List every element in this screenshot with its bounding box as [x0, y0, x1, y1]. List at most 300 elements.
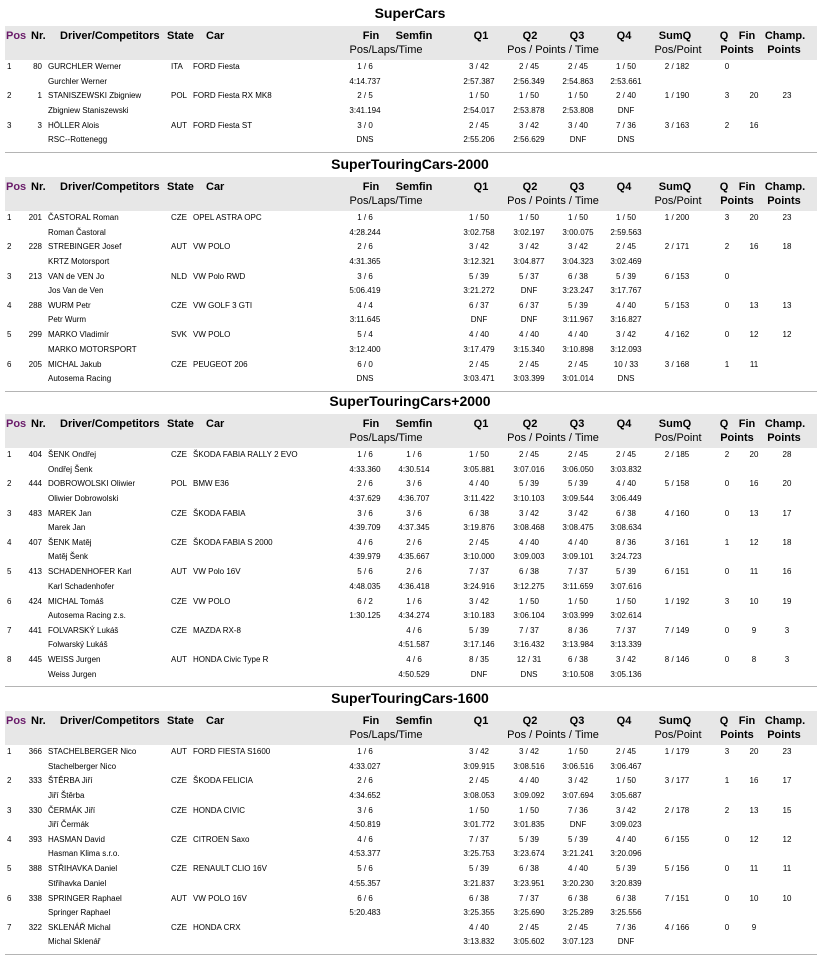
header-q: Q	[719, 418, 729, 430]
champ-points: 23	[782, 91, 792, 101]
row-pos: 7	[7, 625, 12, 635]
q1-result: 4 / 40	[468, 922, 490, 932]
row-car: HONDA CRX	[193, 922, 241, 932]
q-points: 2	[724, 120, 730, 130]
q-points: 3	[724, 91, 730, 101]
row-pos: 4	[7, 300, 12, 310]
competitor-name: Karl Schadenhofer	[48, 581, 115, 591]
q1-time: 2:55.206	[463, 135, 495, 145]
fin-points: 12	[749, 834, 759, 844]
q1-time: 3:01.772	[463, 820, 495, 830]
q2-time: 3:05.602	[513, 937, 545, 947]
fin-time: 4:48.035	[349, 581, 381, 591]
sumq-result: 1 / 179	[664, 747, 690, 756]
row-car: PEUGEOT 206	[193, 359, 248, 369]
section-title: SuperTouringCars+2000	[329, 393, 491, 409]
q1-result: 3 / 42	[468, 62, 490, 71]
header-pos: Pos	[6, 715, 27, 727]
q3-time: 3:03.999	[562, 611, 594, 620]
header-nr: Nr.	[31, 30, 46, 42]
q-points: 0	[724, 62, 730, 71]
header-fin: Fin	[362, 181, 380, 193]
row-state: AUT	[171, 120, 187, 130]
row-car: ŠKODA FELICIA	[193, 776, 254, 786]
q1-result: 6 / 38	[468, 508, 490, 518]
section-divider	[5, 152, 817, 153]
sumq-result: 4 / 162	[664, 330, 690, 340]
driver-name: MICHAL Tomáš	[48, 596, 104, 606]
q1-result: 4 / 40	[468, 330, 490, 340]
header-q2: Q2	[522, 715, 538, 727]
q3-result: 5 / 39	[567, 834, 589, 844]
q1-result: 7 / 37	[468, 834, 490, 844]
sumq-result: 1 / 200	[664, 213, 690, 222]
q1-result: 6 / 38	[468, 893, 490, 903]
row-pos: 1	[7, 747, 12, 756]
q1-result: 4 / 40	[468, 479, 490, 489]
q4-result: 1 / 50	[615, 776, 637, 786]
competitor-name: Stachelberger Nico	[48, 761, 117, 771]
champ-points: 10	[782, 893, 792, 903]
fin-points: 16	[749, 120, 759, 130]
q1-time: 3:24.916	[463, 581, 495, 591]
champ-points: 17	[782, 776, 792, 786]
q4-time: 2:59.563	[610, 227, 642, 237]
fin-time: DNS	[356, 374, 374, 383]
row-state: CZE	[171, 213, 187, 222]
semfin-time: 4:50.529	[398, 669, 430, 679]
header-q4: Q4	[616, 30, 632, 42]
row-state: CZE	[171, 359, 187, 369]
header-semfin: Semfin	[395, 30, 433, 42]
row-state: ITA	[171, 62, 183, 71]
competitor-name: KRTZ Motorsport	[48, 256, 110, 266]
champ-points: 19	[782, 596, 792, 606]
q4-result: 2 / 45	[615, 450, 637, 459]
row-pos: 4	[7, 834, 12, 844]
row-car: HONDA Civic Type R	[193, 655, 269, 665]
fin-result: 1 / 6	[357, 450, 373, 459]
q3-result: 5 / 39	[567, 300, 589, 310]
q1-time: 3:11.422	[463, 493, 495, 503]
q3-result: 6 / 38	[567, 271, 589, 281]
header-state: State	[167, 418, 194, 430]
q4-time: 3:13.339	[610, 640, 642, 650]
header-sumq: SumQ	[658, 418, 692, 430]
champ-points: 16	[782, 567, 792, 577]
sumq-result: 3 / 161	[664, 537, 690, 547]
q3-time: 3:10.898	[562, 344, 594, 354]
row-pos: 1	[7, 450, 12, 459]
q4-result: 1 / 50	[615, 62, 637, 71]
fin-time: 3:12.400	[349, 344, 381, 354]
q2-time: 3:16.432	[513, 640, 545, 650]
row-number: 444	[28, 479, 42, 489]
competitor-name: Petr Wurm	[48, 315, 87, 325]
q1-time: 3:10.000	[463, 552, 495, 562]
row-car: BMW E36	[193, 479, 230, 489]
header-car: Car	[206, 181, 225, 193]
semfin-time: 4:34.274	[398, 611, 430, 620]
q1-result: 5 / 39	[468, 625, 490, 635]
competitor-name: Springer Raphael	[48, 908, 111, 917]
q2-time: 3:03.399	[513, 374, 545, 383]
header-semfin: Semfin	[395, 418, 433, 430]
semfin-time: 4:35.667	[398, 552, 430, 562]
q2-result: 5 / 37	[518, 271, 540, 281]
header-champ-points: Points	[767, 432, 801, 444]
fin-time: 4:28.244	[349, 227, 381, 237]
driver-name: MARKO Vladimír	[48, 330, 109, 340]
q2-result: 3 / 42	[518, 242, 540, 252]
q3-time: 3:06.516	[562, 761, 594, 771]
q4-time: DNF	[617, 937, 635, 947]
row-pos: 8	[7, 655, 12, 665]
competitor-name: Jos Van de Ven	[48, 286, 104, 296]
competitor-name: Oliwier Dobrowolski	[48, 493, 119, 503]
fin-time: 5:20.483	[349, 908, 381, 917]
header-sumq: SumQ	[658, 181, 692, 193]
sumq-result: 5 / 153	[664, 300, 690, 310]
header-q-points: Points	[720, 44, 754, 56]
competitor-name: RSC--Rottenegg	[48, 135, 108, 145]
header-pos-points-time: Pos / Points / Time	[507, 44, 599, 56]
header-q1: Q1	[473, 181, 489, 193]
fin-points: 20	[749, 213, 759, 222]
row-pos: 5	[7, 567, 12, 577]
row-state: CZE	[171, 537, 187, 547]
fin-time: 4:33.360	[349, 464, 381, 474]
header-pos-laps-time: Pos/Laps/Time	[349, 195, 423, 207]
champ-points: 13	[782, 300, 792, 310]
fin-time: 4:37.629	[349, 493, 381, 503]
competitor-name: Jiří Čermák	[48, 820, 89, 830]
header-car: Car	[206, 715, 225, 727]
sumq-result: 3 / 163	[664, 120, 690, 130]
q2-result: 6 / 38	[518, 864, 540, 874]
row-number: 201	[28, 213, 42, 222]
q4-result: 3 / 42	[615, 330, 637, 340]
q2-result: 7 / 37	[518, 893, 540, 903]
driver-name: ŠENK Matěj	[48, 537, 92, 547]
sumq-result: 2 / 178	[664, 805, 690, 815]
header-q: Q	[719, 715, 729, 727]
sumq-result: 6 / 153	[664, 271, 690, 281]
header-driver: Driver/Competitors	[60, 30, 160, 42]
q1-time: DNF	[470, 669, 488, 679]
section-divider	[5, 686, 817, 687]
sumq-result: 7 / 149	[664, 625, 690, 635]
results-section	[0, 689, 820, 956]
fin-points: 12	[749, 537, 759, 547]
header-car: Car	[206, 418, 225, 430]
q3-time: 3:20.230	[562, 878, 594, 888]
q-points: 0	[724, 330, 730, 340]
q4-result: 2 / 40	[615, 91, 637, 101]
driver-name: HÖLLER Alois	[48, 120, 100, 130]
header-car: Car	[206, 30, 225, 42]
row-number: 404	[28, 450, 42, 459]
q1-result: 3 / 42	[468, 242, 490, 252]
fin-result: 2 / 6	[357, 479, 373, 489]
q-points: 0	[724, 834, 730, 844]
row-pos: 3	[7, 271, 12, 281]
q4-time: 3:02.614	[610, 611, 642, 620]
row-car: VW POLO	[193, 330, 231, 340]
header-driver: Driver/Competitors	[60, 181, 160, 193]
fin-points: 12	[749, 330, 759, 340]
header-q4: Q4	[616, 181, 632, 193]
header-pos-point: Pos/Point	[654, 729, 702, 741]
row-car: ŠKODA FABIA	[193, 508, 246, 518]
row-number: 213	[28, 271, 42, 281]
q2-time: 3:06.104	[513, 611, 545, 620]
champ-points: 23	[782, 747, 792, 756]
q4-time: 3:08.634	[610, 523, 642, 533]
q4-time: 3:12.093	[610, 344, 642, 354]
header-pos-point: Pos/Point	[654, 195, 702, 207]
q2-time: 3:23.674	[513, 849, 545, 859]
q3-result: 3 / 40	[567, 120, 589, 130]
q4-time: 3:20.096	[610, 849, 642, 859]
driver-name: STACHELBERGER Nico	[48, 747, 137, 756]
header-q-points: Points	[720, 729, 754, 741]
q1-time: 3:08.053	[463, 790, 495, 800]
row-state: CZE	[171, 300, 187, 310]
q1-result: 2 / 45	[468, 359, 490, 369]
q3-result: 4 / 40	[567, 537, 589, 547]
q2-result: 1 / 50	[518, 91, 540, 101]
driver-name: ŠTĚRBA Jiří	[48, 776, 93, 786]
header-q3: Q3	[569, 418, 585, 430]
q4-time: 3:02.469	[610, 256, 642, 266]
row-state: CZE	[171, 450, 187, 459]
header-pos: Pos	[6, 418, 27, 430]
q3-result: 6 / 38	[567, 893, 589, 903]
q1-result: 2 / 45	[468, 776, 490, 786]
q4-result: 6 / 38	[615, 508, 637, 518]
fin-points: 20	[749, 91, 759, 101]
q3-time: DNF	[569, 135, 587, 145]
fin-time: 4:50.819	[349, 820, 381, 830]
competitor-name: Matěj Šenk	[48, 552, 89, 562]
q4-time: 3:05.687	[610, 790, 642, 800]
q2-time: 3:07.016	[513, 464, 545, 474]
q2-result: 2 / 45	[518, 62, 540, 71]
q1-time: 3:21.272	[463, 286, 495, 296]
competitor-name: Marek Jan	[48, 523, 86, 533]
q2-time: 3:02.197	[513, 227, 545, 237]
header-champ-points: Points	[767, 729, 801, 741]
competitor-name: Hasman Klima s.r.o.	[48, 849, 120, 859]
q3-time: DNF	[569, 820, 587, 830]
q3-time: 3:11.659	[562, 581, 594, 591]
header-q4: Q4	[616, 715, 632, 727]
row-number: 424	[28, 596, 42, 606]
driver-name: GURCHLER Werner	[48, 62, 122, 71]
q-points: 0	[724, 508, 730, 518]
row-car: FORD Fiesta ST	[193, 120, 253, 130]
sumq-result: 2 / 171	[664, 242, 690, 252]
header-champ: Champ.	[764, 181, 806, 193]
fin-result: 2 / 6	[357, 776, 373, 786]
results-section	[0, 155, 820, 393]
fin-result: 2 / 6	[357, 242, 373, 252]
header-fin-points: Fin	[738, 181, 756, 193]
q2-result: 4 / 40	[518, 776, 540, 786]
row-car: RENAULT CLIO 16V	[193, 864, 267, 874]
q1-time: 3:02.758	[463, 227, 495, 237]
q3-time: 3:06.050	[562, 464, 594, 474]
semfin-result: 4 / 6	[406, 625, 422, 635]
semfin-result: 2 / 6	[406, 537, 422, 547]
q3-time: 3:07.123	[562, 937, 594, 947]
champ-points: 15	[782, 805, 792, 815]
q4-time: 3:06.449	[610, 493, 642, 503]
section-title: SuperCars	[374, 5, 446, 21]
header-champ: Champ.	[764, 30, 806, 42]
row-pos: 3	[7, 508, 12, 518]
champ-points: 28	[782, 450, 792, 459]
q1-result: 8 / 35	[468, 655, 490, 665]
row-number: 441	[28, 625, 42, 635]
q-points: 0	[724, 864, 730, 874]
fin-time: 4:34.652	[349, 790, 381, 800]
fin-result: 3 / 6	[357, 271, 373, 281]
driver-name: VAN de VEN Jo	[48, 271, 105, 281]
header-q1: Q1	[473, 30, 489, 42]
q4-result: 10 / 33	[613, 359, 639, 369]
competitor-name: Zbigniew Staniszewski	[48, 105, 129, 115]
section-title: SuperTouringCars-1600	[331, 690, 489, 706]
q2-time: DNS	[520, 669, 538, 679]
header-q: Q	[719, 181, 729, 193]
header-pos-points-time: Pos / Points / Time	[507, 195, 599, 207]
semfin-result: 4 / 6	[406, 655, 422, 665]
q3-time: 3:10.508	[562, 669, 594, 679]
competitor-name: Michal Sklenář	[48, 937, 101, 947]
semfin-time: 4:30.514	[398, 464, 430, 474]
semfin-time: 4:36.418	[398, 581, 430, 591]
header-champ-points: Points	[767, 44, 801, 56]
q4-result: 2 / 45	[615, 747, 637, 756]
header-fin: Fin	[362, 30, 380, 42]
semfin-time: 4:36.707	[398, 493, 430, 503]
q2-result: 5 / 39	[518, 479, 540, 489]
q4-result: 1 / 50	[615, 213, 637, 222]
q2-time: 3:23.951	[513, 878, 545, 888]
sumq-result: 1 / 192	[664, 596, 690, 606]
row-state: AUT	[171, 655, 187, 665]
section-title: SuperTouringCars-2000	[331, 156, 489, 172]
row-number: 228	[28, 242, 42, 252]
row-car: OPEL ASTRA OPC	[193, 213, 262, 222]
champ-points: 23	[782, 213, 792, 222]
row-state: CZE	[171, 508, 187, 518]
fin-result: 1 / 6	[357, 62, 373, 71]
row-car: VW POLO	[193, 596, 231, 606]
row-car: VW GOLF 3 GTI	[193, 300, 253, 310]
q4-result: 5 / 39	[615, 864, 637, 874]
fin-points: 20	[749, 747, 759, 756]
row-state: CZE	[171, 776, 187, 786]
q1-time: 2:54.017	[463, 105, 495, 115]
q-points: 2	[724, 242, 730, 252]
q2-result: 1 / 50	[518, 596, 540, 606]
header-fin-points: Fin	[738, 715, 756, 727]
header-semfin: Semfin	[395, 715, 433, 727]
q2-result: 4 / 40	[518, 537, 540, 547]
row-pos: 6	[7, 596, 12, 606]
header-nr: Nr.	[31, 418, 46, 430]
q2-time: 2:53.878	[513, 105, 545, 115]
q1-result: 5 / 39	[468, 271, 490, 281]
driver-name: WEISS Jurgen	[48, 655, 101, 665]
q2-result: 2 / 45	[518, 359, 540, 369]
header-q1: Q1	[473, 418, 489, 430]
q1-result: 3 / 42	[468, 596, 490, 606]
q3-time: 3:07.694	[562, 790, 594, 800]
q1-result: 2 / 45	[468, 537, 490, 547]
q-points: 2	[724, 450, 730, 459]
header-driver: Driver/Competitors	[60, 715, 160, 727]
q3-time: 3:01.014	[562, 374, 594, 383]
header-q2: Q2	[522, 418, 538, 430]
competitor-name: Weiss Jurgen	[48, 669, 97, 679]
competitor-name: Roman Častoral	[48, 227, 106, 237]
row-car: VW Polo 16V	[193, 567, 241, 577]
fin-points: 9	[751, 625, 757, 635]
driver-name: STANISZEWSKI Zbigniew	[48, 91, 142, 101]
q4-time: DNS	[617, 135, 635, 145]
q2-result: 7 / 37	[518, 625, 540, 635]
row-state: CZE	[171, 625, 187, 635]
q4-result: 4 / 40	[615, 300, 637, 310]
header-pos-point: Pos/Point	[654, 44, 702, 56]
row-number: 80	[33, 62, 42, 71]
fin-result: 4 / 6	[357, 537, 373, 547]
champ-points: 18	[782, 537, 792, 547]
row-number: 483	[28, 508, 42, 518]
header-champ: Champ.	[764, 715, 806, 727]
fin-time: 4:53.377	[349, 849, 381, 859]
semfin-result: 1 / 6	[406, 450, 422, 459]
header-sumq: SumQ	[658, 715, 692, 727]
q4-result: 4 / 40	[615, 834, 637, 844]
q2-time: 3:01.835	[513, 820, 545, 830]
row-pos: 2	[7, 91, 12, 101]
champ-points: 17	[782, 508, 792, 518]
sumq-result: 8 / 146	[664, 655, 690, 665]
q4-result: 7 / 36	[615, 922, 637, 932]
champ-points: 12	[782, 330, 792, 340]
q2-time: 3:10.103	[513, 493, 545, 503]
fin-result: 4 / 6	[357, 834, 373, 844]
fin-points: 13	[749, 805, 759, 815]
q4-result: 5 / 39	[615, 271, 637, 281]
q1-time: 3:25.753	[463, 849, 495, 859]
q3-time: 3:23.247	[562, 286, 594, 296]
header-pos-points-time: Pos / Points / Time	[507, 432, 599, 444]
champ-points: 3	[784, 655, 790, 665]
header-pos-laps-time: Pos/Laps/Time	[349, 44, 423, 56]
q-points: 2	[724, 805, 730, 815]
q2-result: 3 / 42	[518, 508, 540, 518]
q1-time: 3:05.881	[463, 464, 495, 474]
q3-time: 3:21.241	[562, 849, 594, 859]
row-number: 407	[28, 537, 42, 547]
q4-time: 3:16.827	[610, 315, 642, 325]
